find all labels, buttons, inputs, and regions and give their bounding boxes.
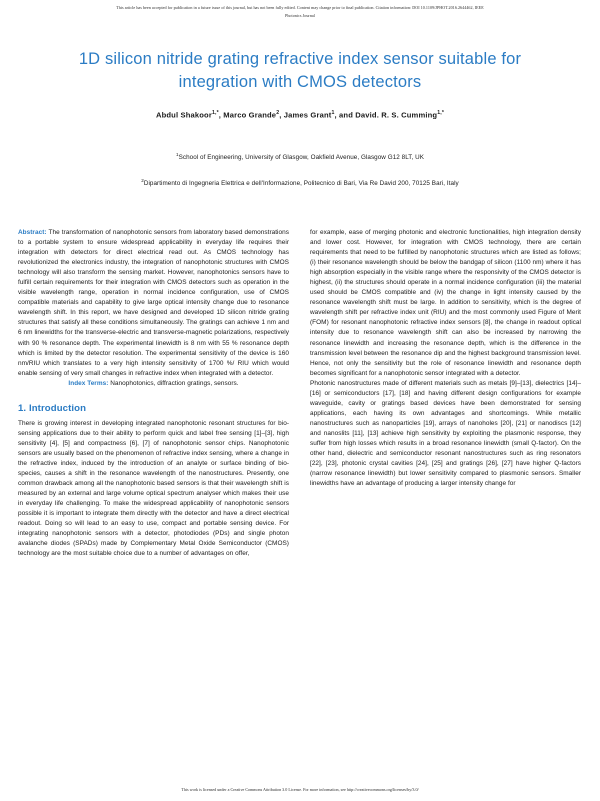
author-list: Abdul Shakoor$^{1,*}$, Marco Grande$^2$, James Grant$^1$, and David. R. S. Cumming$^{1,*}$: [155, 110, 445, 120]
affiliation-2: [20, 176, 580, 189]
page-title: 1D silicon nitride grating refractive index sensor suitable for integration with CMOS detectors: [78, 50, 522, 91]
publication-header-banner: [0, 4, 600, 20]
affiliation-2-marker: 2: [141, 178, 144, 183]
affiliation-1-text: School of Engineering, University of Glasgow, Oakfield Avenue, Glasgow G12 8LT, UK: [178, 154, 425, 162]
author-3-name: and David. R. S. Cumming: [339, 110, 438, 120]
publication-header-line-1: This article has been accepted for publication in a future issue of this journal, but has not been fully edited. Content may change prior to final publication. Citation information: DOI 10.1109/JPHOT.2016.2644462, IEEE: [116, 5, 484, 10]
index-terms: [18, 379, 289, 389]
right-column: [310, 228, 581, 559]
author-0-name: Abdul Shakoor: [155, 110, 212, 120]
affiliation-1: [40, 150, 560, 163]
license-footer: This work is licensed under a Creative Commons Attribution 3.0 License. For more information, see http://creativecommons.org/licenses/by/3.0/: [181, 787, 419, 792]
affiliation-2-text: Dipartimento di Ingegneria Elettrica e dell'Informazione, Politecnico di Bari, Via Re David 200, 70125 Bari, Italy: [143, 180, 459, 188]
index-terms-text: Nanophotonics, diffraction gratings, sensors.: [108, 379, 239, 387]
body-columns: [18, 228, 582, 559]
intro-paragraph-right-continued: for example, ease of merging photonic and electronic functionalities, high integration density and lower cost. However, for integration with CMOS technology, there are certain requirements that need to be fulfilled by nanophotonic structures which are listed as follows; (i) their resonance wavelength should be below the bandgap of silicon (1100 nm) where it has high absorption especially in the visible range where the responsivity of the CMOS detector is highest, (ii) the structures should operate in a normal incidence configuration (iii) the material used should be CMOS compatible and (iv) the change in light intensity caused by the resonance wavelength shift must be large. In addition to sensitivity, which is the degree of wavelength shift per refractive index unit (RIU) and the most commonly used Figure of Merit (FOM) for resonant nanophotonic refractive index sensors [8], the change in readout optical intensity due to resonance wavelength shift can also be increased by narrowing the resonance linewidth and increasing the resonance depth, which is the difference in the transmission level between the resonance dip and the highest background transmission level. Hence, not only the sensitivity but the role of resonance linewidth and resonance depth becomes significant for a nanophotonic sensor integrated with a detector.: [310, 229, 581, 377]
affiliation-1-marker: 1: [175, 152, 179, 157]
author-2-name: James Grant: [283, 110, 332, 120]
abstract-label: Abstract:: [18, 229, 47, 236]
left-column: [18, 228, 289, 559]
author-2-affiliation-marker: 1: [331, 110, 335, 116]
author-3-affiliation-marker: 1,*: [437, 110, 445, 116]
publication-header-line-2: Photonics Journal: [285, 13, 315, 18]
abstract-paragraph: [18, 228, 289, 379]
intro-paragraph-left: There is growing interest in developing integrated nanophotonic resonant structures for bio-sensing applications due to their ability to perform quick and label free sensing [1]–[3], high sensitivity [4], [5] and compactness [6], [7] of nanophotonic sensor chips. Nanophotonic sensors are usually based on the phenomenon of refractive index sensing, where a change in the refractive index, induced by the introduction of an analyte or surface binding of bio-species, causes a shift in the resonance wavelength of the nanostructures. Presently, one common drawback among all the nanophotonic based sensors is that their wavelength shift is measured by an external and large volume optical spectrum analyser which makes their use in everyday life challenging. To make the widespread applicability of nanophotonic sensors possible it is important to integrate them directly with the detector and have a direct electrical readout. Doing so will lead to an easy to use, compact and portable sensing device. For integrating nanophotonic sensors with a detector, photodiodes (PDs) and single photon avalanche diodes (SPADs) made by Complementary Metal Oxide Semiconductor (CMOS) technology are the most suitable choice due to a number of advantages on offer,: [18, 419, 289, 558]
section-heading-introduction: 1. Introduction: [18, 402, 87, 414]
index-terms-label: Index Terms:: [68, 379, 109, 387]
author-0-affiliation-marker: 1,*: [211, 110, 219, 116]
author-1-affiliation-marker: 2: [276, 110, 280, 116]
abstract-text: The transformation of nanophotonic sensors from laboratory based demonstrations to a portable system to ensure widespread applicability in everyday life requires their integration with detectors for direct electrical read out. As CMOS technology has revolutionized the electronics industry, the integration of nanophotonic structures with CMOS technology will also transform the sensing market. However, nanophotonics sensors have to fulfill certain requirements for their integration with CMOS detectors such as operation in the visible wavelength range, operation in normal incidence configuration, use of CMOS compatible materials and capability to give large optical intensity change due to resonance wavelength shift. In this report, we have designed and developed 1D silicon nitride grating structures that satisfy all these conditions simultaneously. The gratings can achieve 1 nm and 6 nm linewidths for the transverse-electric and transverse-magnetic polarizations, respectively with 90 % resonance depth. The experimental linewidth is 8 nm with 55 % resonance depth which is limited by the detector resolution. The experimental sensitivity of the device is 160 nm/RIU which translates to a very high intensity sensitivity of 1700 %/ RIU which would enable sensing of very small changes in refractive index when integrated with a detector.: [18, 229, 289, 377]
author-1-name: Marco Grande: [223, 110, 277, 120]
intro-paragraph-2: Photonic nanostructures made of different materials such as metals [9]–[13], dielectrics [14]–[16] or semiconductors [17], [18] and having different design configurations for example waveguide, cavity or gratings based devices have been demonstrated for sensing applications, each having its own advantages and shortcomings. While metallic nanostructures such as nanoparticles [19], arrays of nanoholes [20], [21] or nanodiscs [12] and nanoslits [11], [13] achieve high sensitivity by exploiting the plasmonic response, they suffer from high losses which results in a broad resonance linewidth (small Q-factor). On the other hand, dielectric and semiconductor resonant nanostructures such as ring resonators [22], [23], photonic crystal cavities [24], [25] and gratings [26], [27] have higher Q-factors (narrow resonance linewidth) but lower sensitivity compared to plasmonic sensors. Smaller linewidths have an advantage of producing a larger intensity change for: [310, 379, 581, 488]
